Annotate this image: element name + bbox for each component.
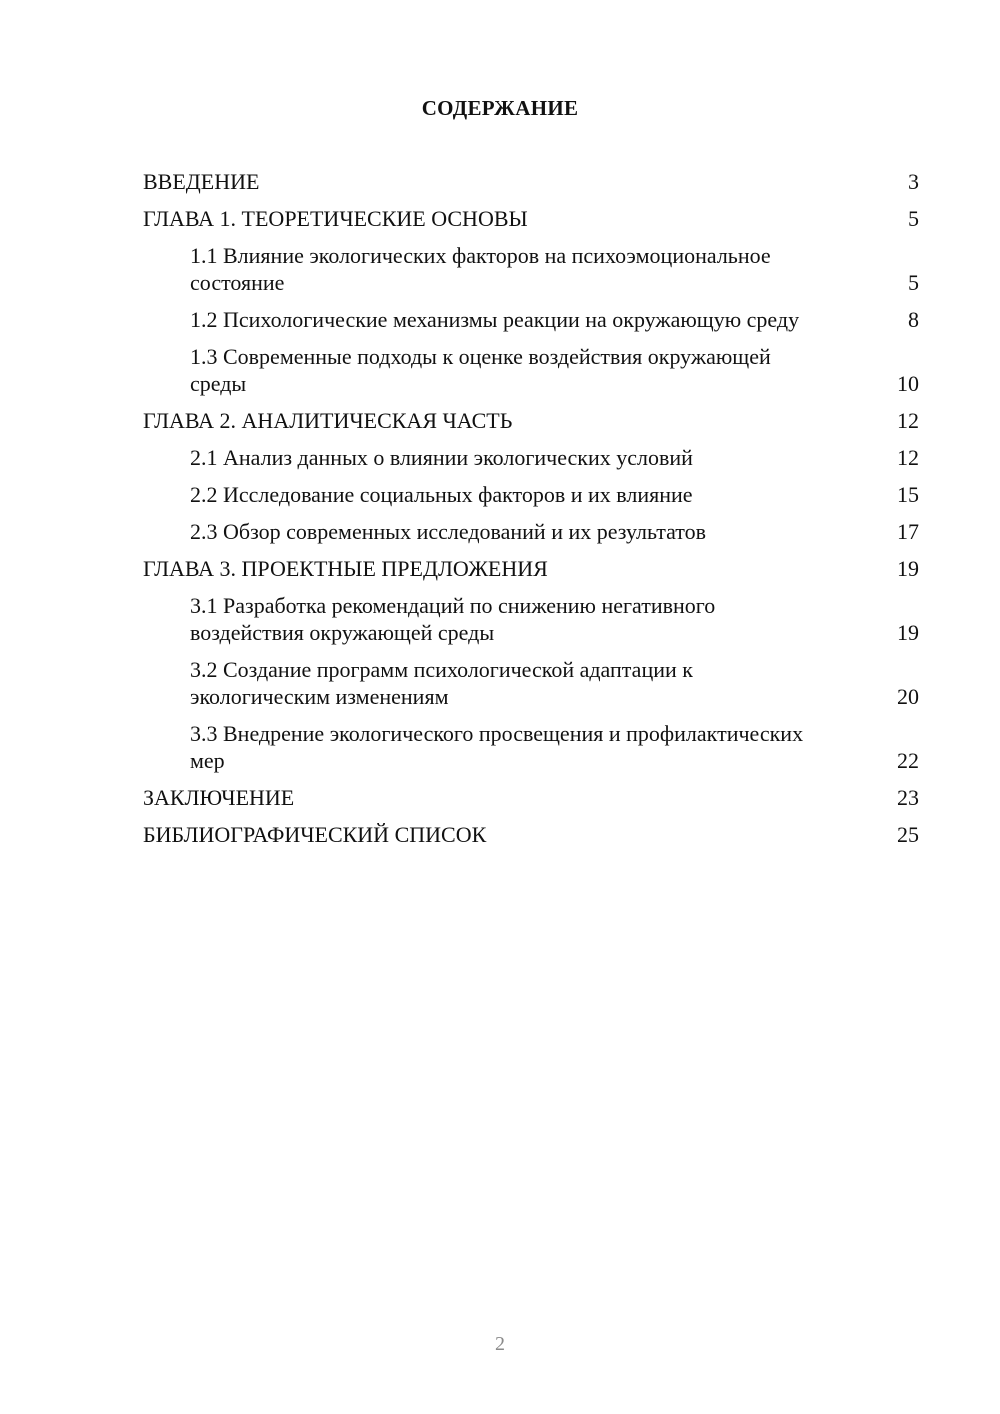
toc-entry-label: 2.3 Обзор современных исследований и их результатов (190, 519, 707, 544)
toc-entry-page: 19 (897, 620, 919, 645)
toc-entry-label: 1.2 Психологические механизмы реакции на окружающую среду (190, 307, 800, 332)
toc-entry-introduction[interactable] (143, 168, 919, 195)
toc-entry-label: 1.3 Современные подходы к оценке воздействия окружающей среды (190, 344, 771, 396)
toc-entry-section-3-1[interactable] (143, 592, 919, 646)
toc-entry-page: 5 (908, 206, 919, 231)
page-number: 2 (495, 1333, 505, 1355)
toc-entry-page: 10 (897, 371, 919, 396)
toc-entry-section-1-1[interactable] (143, 242, 919, 296)
toc-entry-label: 1.1 Влияние экологических факторов на психоэмоциональное состояние (190, 243, 771, 295)
toc-entry-label: 2.2 Исследование социальных факторов и их влияние (190, 482, 693, 507)
toc-entry-page: 19 (897, 556, 919, 581)
toc-entry-section-2-2[interactable] (143, 481, 919, 508)
toc-entry-section-1-2[interactable] (143, 306, 919, 333)
toc-entry-page: 3 (908, 169, 919, 194)
toc-entry-section-2-1[interactable] (143, 444, 919, 471)
toc-entry-section-3-3[interactable] (143, 720, 919, 774)
toc-entry-label: 3.2 Создание программ психологической адаптации к экологическим изменениям (190, 657, 693, 709)
toc-entry-page: 12 (897, 445, 919, 470)
toc-entry-page: 25 (897, 822, 919, 847)
toc-entry-page: 8 (908, 307, 919, 332)
toc-entry-conclusion[interactable] (143, 784, 919, 811)
toc-entry-page: 23 (897, 785, 919, 810)
toc-entry-chapter-2[interactable] (143, 407, 919, 434)
toc-entry-label: ГЛАВА 1. ТЕОРЕТИЧЕСКИЕ ОСНОВЫ (143, 206, 528, 231)
toc-entry-section-3-2[interactable] (143, 656, 919, 710)
toc-entry-page: 20 (897, 684, 919, 709)
toc-entry-page: 15 (897, 482, 919, 507)
toc-entry-label: ГЛАВА 2. АНАЛИТИЧЕСКАЯ ЧАСТЬ (143, 408, 513, 433)
toc-entry-label: 2.1 Анализ данных о влиянии экологических условий (190, 445, 693, 470)
table-of-contents (143, 168, 919, 858)
toc-entry-label: 3.1 Разработка рекомендаций по снижению негативного воздействия окружающей среды (190, 593, 716, 645)
toc-entry-label: ГЛАВА 3. ПРОЕКТНЫЕ ПРЕДЛОЖЕНИЯ (143, 556, 548, 581)
toc-entry-page: 12 (897, 408, 919, 433)
document-title: СОДЕРЖАНИЕ (421, 96, 579, 120)
toc-entry-page: 5 (908, 270, 919, 295)
toc-entry-section-1-3[interactable] (143, 343, 919, 397)
toc-entry-label: ВВЕДЕНИЕ (143, 169, 260, 194)
toc-entry-label: 3.3 Внедрение экологического просвещения и профилактических мер (190, 721, 804, 773)
toc-entry-page: 17 (897, 519, 919, 544)
toc-entry-chapter-1[interactable] (143, 205, 919, 232)
toc-entry-page: 22 (897, 748, 919, 773)
toc-entry-label: ЗАКЛЮЧЕНИЕ (143, 785, 295, 810)
toc-entry-bibliography[interactable] (143, 821, 919, 848)
toc-entry-label: БИБЛИОГРАФИЧЕСКИЙ СПИСОК (143, 822, 487, 847)
toc-entry-section-2-3[interactable] (143, 518, 919, 545)
toc-entry-chapter-3[interactable] (143, 555, 919, 582)
